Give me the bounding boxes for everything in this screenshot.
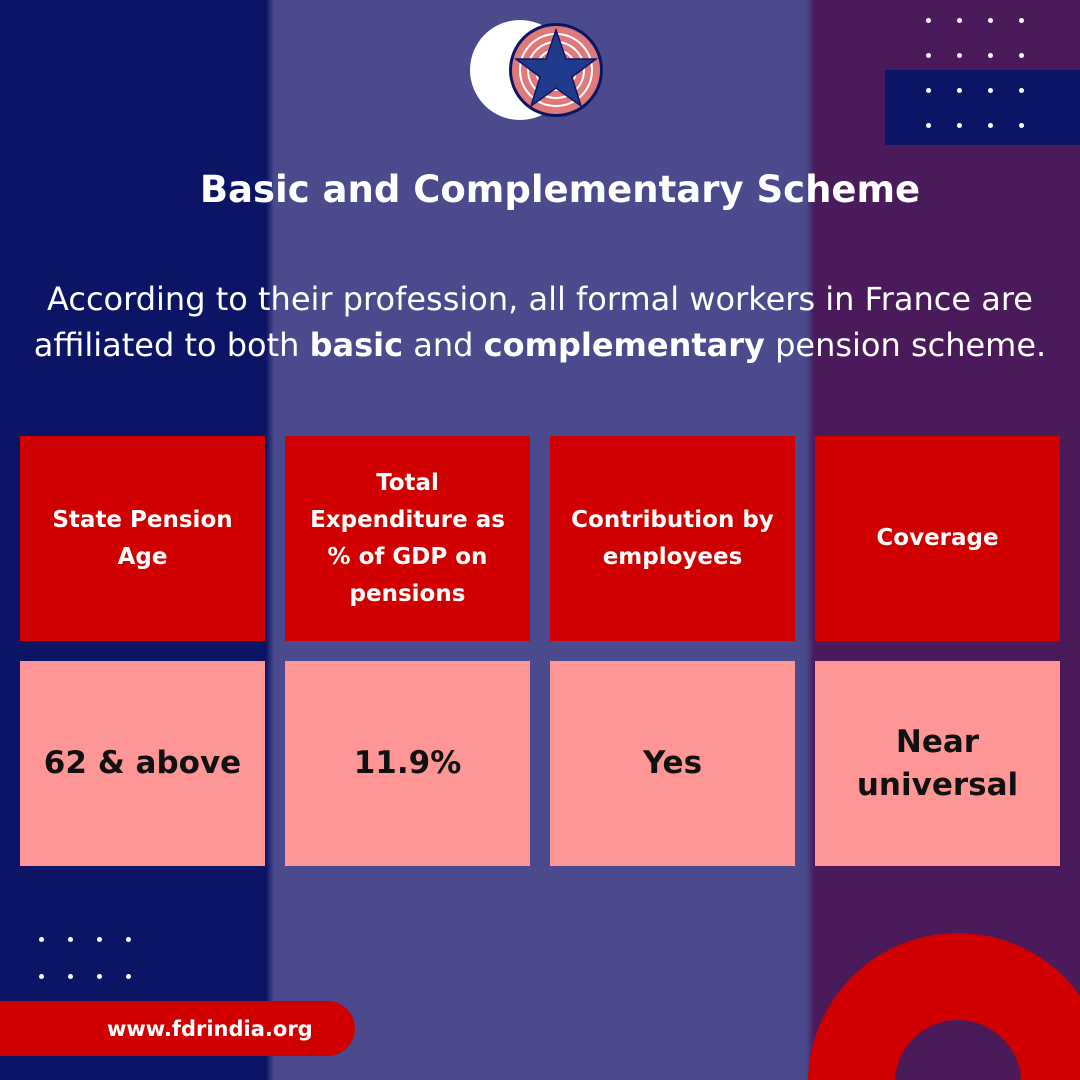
dot-grid-bottom xyxy=(39,937,131,979)
header-total-expenditure: Total Expenditure as % of GDP on pensions xyxy=(285,436,530,641)
page-title: Basic and Complementary Scheme xyxy=(199,168,921,211)
value-contribution: Yes xyxy=(550,661,795,866)
dot-grid-top xyxy=(926,18,1024,128)
star-seal-icon xyxy=(468,18,608,122)
intro-bold-complementary: complementary xyxy=(483,326,765,364)
intro-text: According to their profession, all formal workers in France are affiliated to both basic and complementary pension scheme. xyxy=(33,280,1047,364)
value-state-pension-age: 62 & above xyxy=(20,661,265,866)
intro-bold-basic: basic xyxy=(309,326,404,364)
header-contribution: Contribution by employees xyxy=(550,436,795,641)
value-total-expenditure: 11.9% xyxy=(285,661,530,866)
header-state-pension-age: State Pension Age xyxy=(20,436,265,641)
website-link[interactable]: www.fdrindia.org xyxy=(0,1001,355,1056)
decorative-arc xyxy=(808,933,1080,1080)
header-coverage: Coverage xyxy=(815,436,1060,641)
value-coverage: Near universal xyxy=(815,661,1060,866)
